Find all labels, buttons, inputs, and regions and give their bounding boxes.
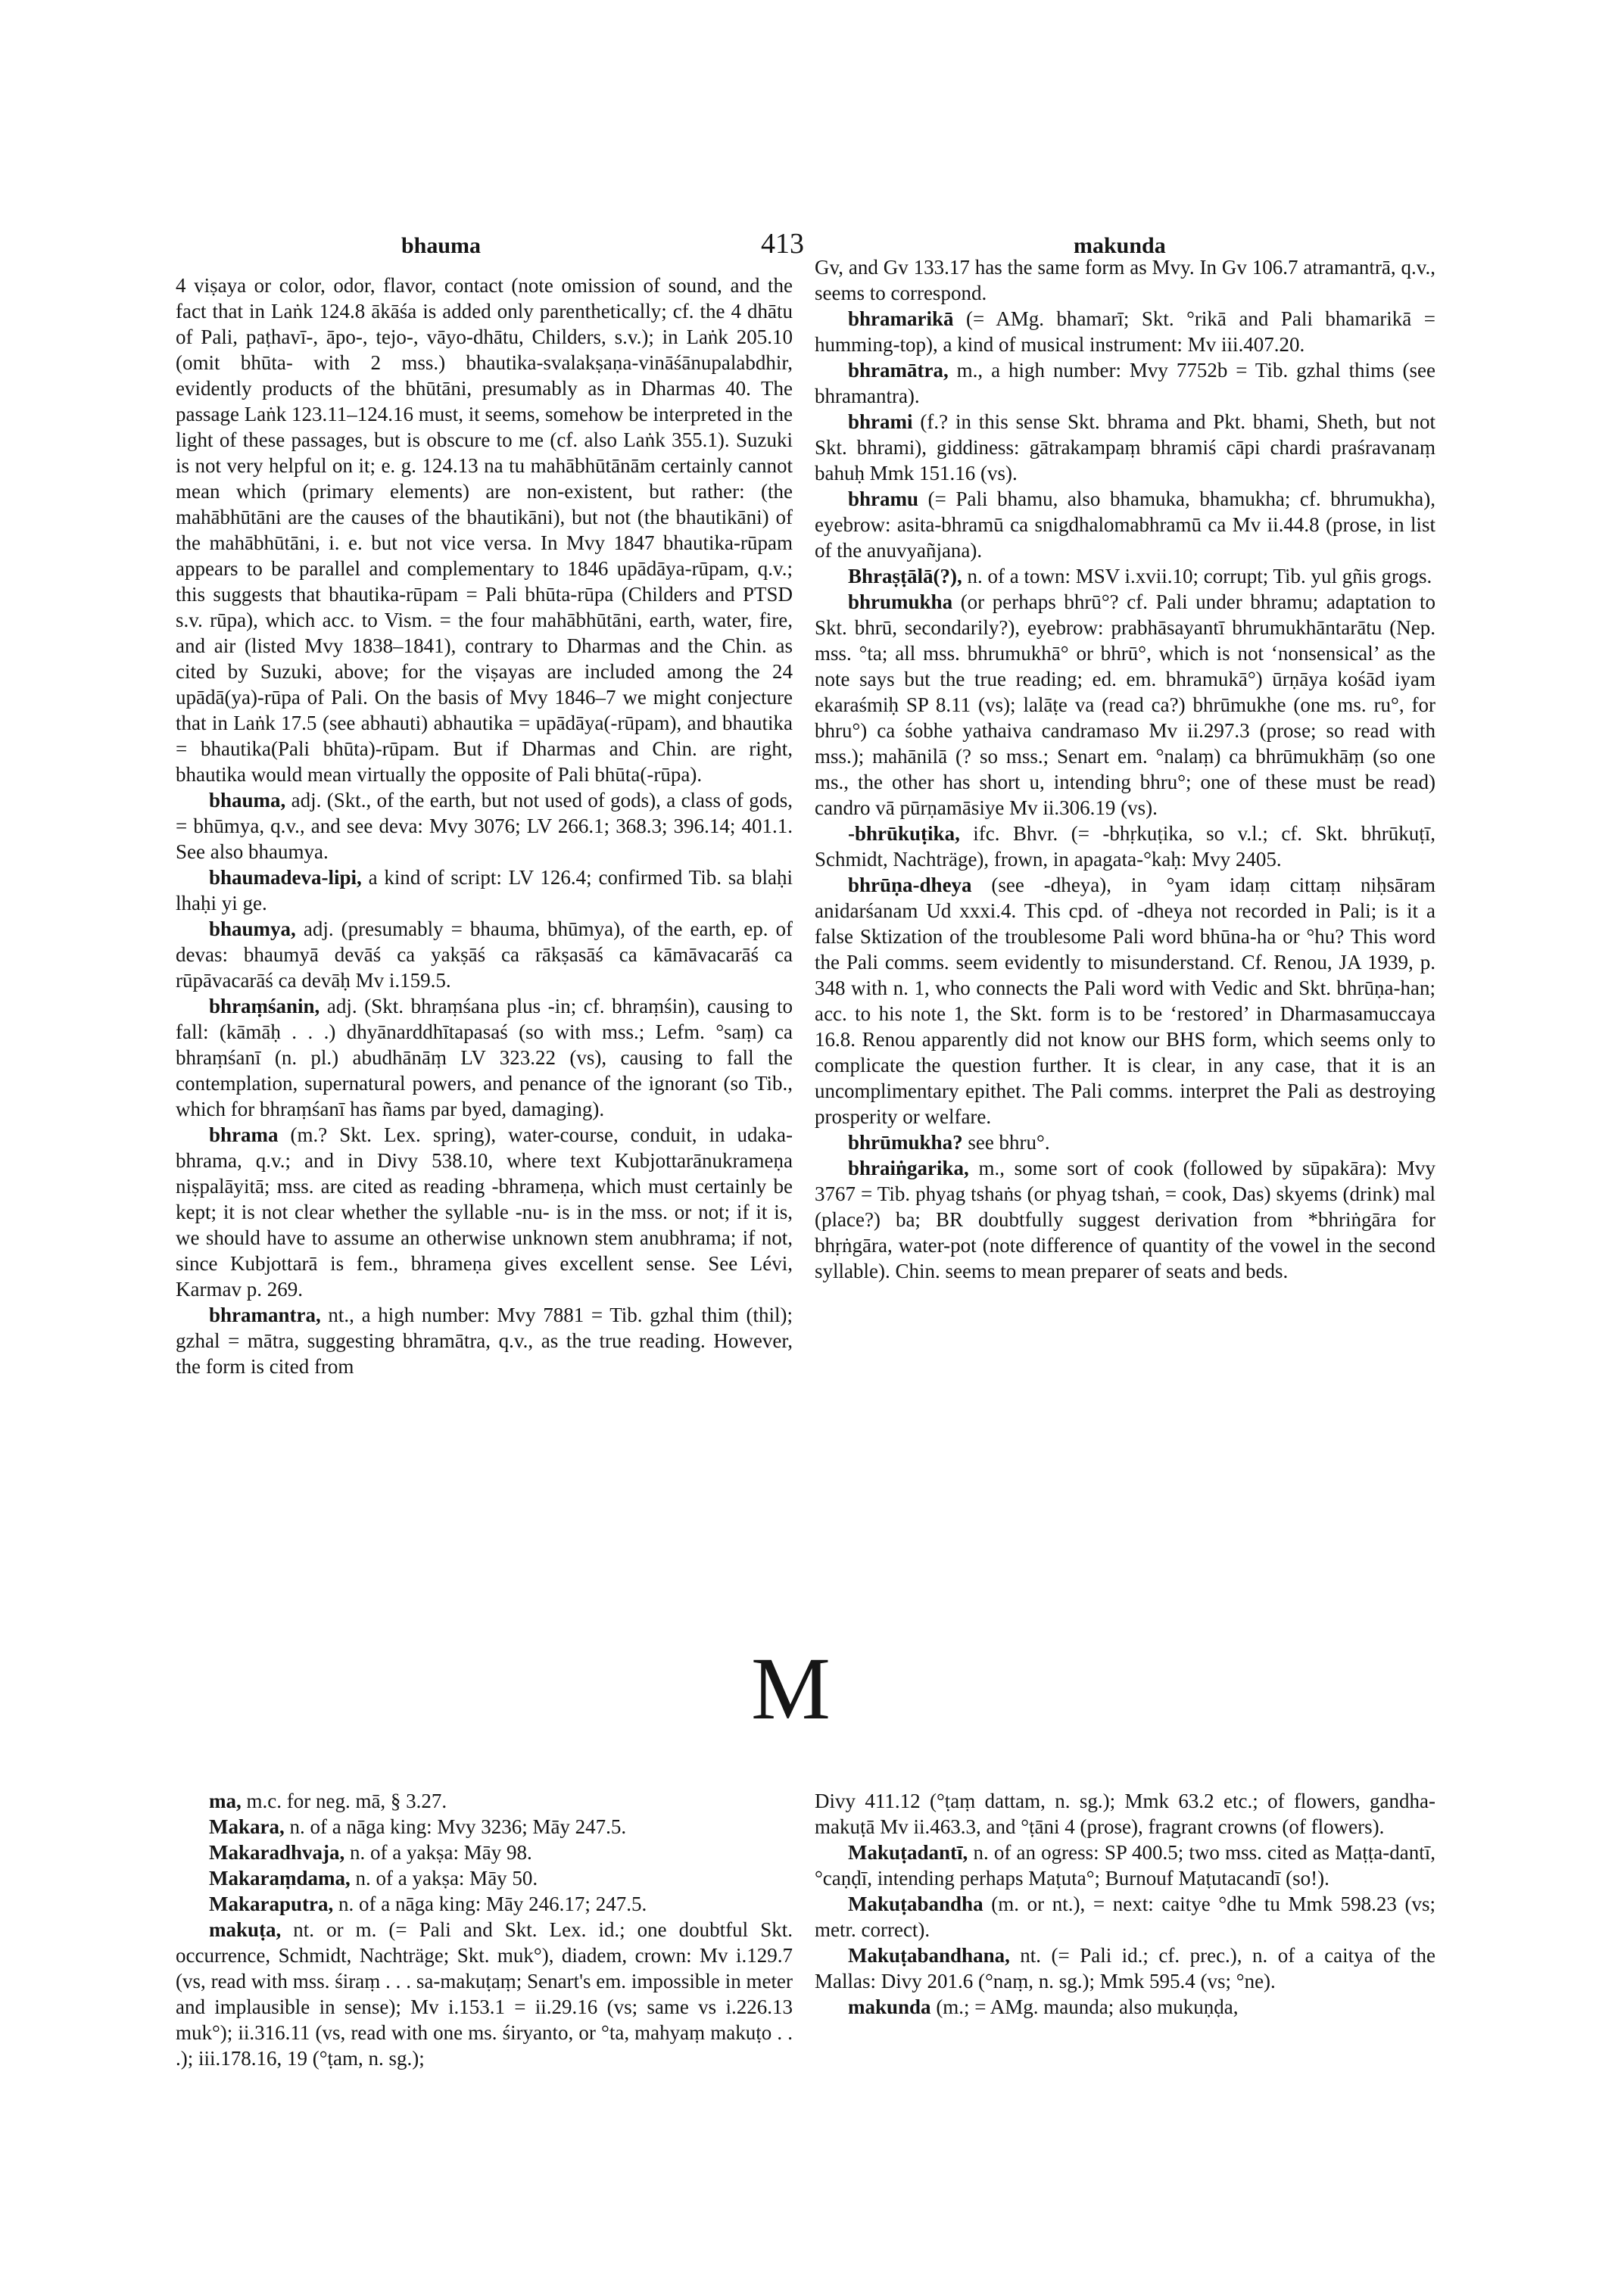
dictionary-entry <box>815 1788 1435 1840</box>
entry-text: m.c. for neg. mā, § 3.27. <box>241 1790 447 1812</box>
entry-text: adj. (Skt., of the earth, but not used of gods), a class of gods, = bhūmya, q.v., and see deva: Mvy 3076; LV 266.1; 368.3; 396.14; 401.1. See also bhaumya. <box>176 789 793 863</box>
entry-headword: Bhraṣṭālā(?), <box>848 565 962 587</box>
entry-text: (see -dheya), in °yam idaṃ cittaṃ niḥsāram anidarśanam Ud xxxi.4. This cpd. of -dheya not recorded in Pali; is it a false Sktization of the troublesome Pali word bhūna-ha or °hu? This word the Pali comms. seem evidently to misunderstand. Cf. Renou, JA 1939, p. 348 with n. 1, who connects the Pali word with Vedic and Skt. bhrūṇa-han; acc. to his note 1, the Skt. form is to be ‘restored’ in Dharmasamuccaya 16.8. Renou apparently did not know our BHS form, which seems only to complicate the question further. It is clear, in any case, that it is an uncomplimentary epithet. The Pali comms. interpret the Pali as destroying prosperity or welfare. <box>815 874 1435 1128</box>
entry-headword: Makuṭabandha <box>848 1893 983 1915</box>
entry-headword: Makara, <box>209 1815 285 1838</box>
entry-headword: bhrami <box>848 410 913 433</box>
entry-text: 4 viṣaya or color, odor, flavor, contact (note omission of sound, and the fact that in Laṅk 124.8 ākāśa is added only parenthetically; cf. the 4 dhātu of Pali, paṭhavī-, āpo-, tejo-, vāyo-dhātu, Childers, s.v.); in Laṅk 205.10 (omit bhūta- with 2 mss.) bhautika-svalakṣaṇa-vināśānupalabdhir, evidently products of the bhūtāni, presumably as in Dharmas 40. The passage Laṅk 123.11–124.16 must, it seems, somehow be interpreted in the light of these passages, but is obscure to me (cf. also Laṅk 355.1). Suzuki is not very helpful on it; e. g. 124.13 na tu mahābhūtānām certainly cannot mean which (primary elements) are non-existent, but rather: (the mahābhūtāni are the causes of the bhautikāni), but not (the bhautikāni) of the mahābhūtāni, i. e. but not vice versa. In Mvy 1847 bhautika-rūpam appears to be parallel and complementary to 1846 upādāya-rūpam, q.v.; this suggests that bhautika-rūpam = Pali bhūta-rūpa (Childers and PTSD s.v. rūpa), which acc. to Vism. = the four mahābhūtāni, earth, water, fire, and air (listed Mvy 1838–1841), contrary to Dharmas and the Chin. as cited by Suzuki, above; for the viṣayas are included among the 24 upādā(ya)-rūpa of Pali. On the basis of Mvy 1846–7 we might conjecture that in Laṅk 17.5 (see abhauti) abhautika = upādāya(-rūpam), and bhautika = bhautika(Pali bhūta)-rūpam. But if Dharmas and Chin. are right, bhautika would mean virtually the opposite of Pali bhūta(-rūpa). <box>176 274 793 786</box>
entry-text: n. of a nāga king: Māy 246.17; 247.5. <box>333 1893 647 1915</box>
entry-text: (f.? in this sense Skt. bhrama and Pkt. bhami, Sheth, but not Skt. bhrami), giddiness: gātrakampaṃ bhramiś cāpi chardi praśravanaṃ bahuḥ Mmk 151.16 (vs). <box>815 410 1435 484</box>
dictionary-entry <box>176 993 793 1122</box>
entry-headword: Makaradhvaja, <box>209 1841 345 1864</box>
entry-headword: Makuṭabandhana, <box>848 1944 1010 1967</box>
dictionary-entry <box>815 1943 1435 1994</box>
dictionary-entry <box>815 872 1435 1129</box>
running-head-left: bhauma <box>401 233 482 258</box>
dictionary-entry <box>815 409 1435 486</box>
dictionary-entry <box>815 254 1435 306</box>
entry-text: n. of a yakṣa: Māy 98. <box>344 1841 532 1864</box>
entry-headword: makunda <box>848 1995 931 2018</box>
left-column-bottom <box>176 1788 793 2071</box>
section-letter: M <box>751 1639 831 1738</box>
entry-text: Divy 411.12 (°ṭaṃ dattam, n. sg.); Mmk 63.2 etc.; of flowers, gandha-makuṭā Mv ii.463.3, and °ṭāni 4 (prose), fragrant crowns (of flowers). <box>815 1790 1435 1838</box>
entry-headword: bhramantra, <box>209 1304 321 1326</box>
entry-headword: bhraṃśanin, <box>209 995 320 1017</box>
page-number: 413 <box>761 228 804 260</box>
entry-headword: bhauma, <box>209 789 286 812</box>
dictionary-entry <box>815 357 1435 409</box>
entry-text: see bhru°. <box>962 1131 1050 1154</box>
dictionary-entry <box>176 865 793 916</box>
entry-text: a kind of script: LV 126.4; confirmed Tib. sa blaḥi lhaḥi yi ge. <box>176 866 793 914</box>
entry-text: (= Pali bhamu, also bhamuka, bhamukha; cf. bhrumukha), eyebrow: asita-bhramū ca snigdhalomabhramū ca Mv ii.44.8 (prose, in list of the anuvyañjana). <box>815 488 1435 562</box>
running-head-right: makunda <box>1074 233 1166 258</box>
entry-headword: ma, <box>209 1790 242 1812</box>
entry-text: ifc. Bhvr. (= -bhṛkuṭika, so v.l.; cf. Skt. bhrūkuṭī, Schmidt, Nachträge), frown, in apagata-°kaḥ: Mvy 2405. <box>815 822 1435 871</box>
dictionary-entry <box>176 1122 793 1302</box>
dictionary-entry <box>176 1814 793 1840</box>
dictionary-entry <box>815 821 1435 872</box>
dictionary-entry <box>176 1302 793 1379</box>
entry-text: m., a high number: Mvy 7752b = Tib. gzhal thims (see bhramantra). <box>815 359 1435 407</box>
entry-headword: bhramātra, <box>848 359 949 382</box>
dictionary-entry <box>176 1788 793 1814</box>
entry-headword: makuṭa, <box>209 1918 282 1941</box>
dictionary-entry <box>815 1994 1435 2020</box>
dictionary-entry <box>176 1865 793 1891</box>
entry-text: adj. (Skt. bhraṃśana plus -in; cf. bhraṃśin), causing to fall: (kāmāḥ . . .) dhyānarddhītapasaś (so with mss.; Lefm. °saṃ) ca bhraṃśanī (n. pl.) abudhānāṃ LV 323.22 (vs), causing to fall the contemplation, supernatural powers, and penance of the ignorant (so Tib., which for bhraṃśanī has ñams par byed, damaging). <box>176 995 793 1120</box>
dictionary-entry <box>815 1129 1435 1155</box>
entry-text: (m.; = AMg. maunda; also mukuṇḍa, <box>930 1995 1239 2018</box>
dictionary-entry <box>176 916 793 993</box>
dictionary-entry <box>176 1917 793 2071</box>
entry-headword: bhaumadeva-lipi, <box>209 866 362 889</box>
entry-headword: -bhrūkuṭika, <box>848 822 960 845</box>
entry-text: adj. (presumably = bhauma, bhūmya), of the earth, ep. of devas: bhaumyā devāś ca yakṣāś ca rākṣasāś ca kāmāvacarāś ca rūpāvacarāś ca devāḥ Mv i.159.5. <box>176 918 793 992</box>
entry-text: (= AMg. bhamarī; Skt. °rikā and Pali bhamarikā = humming-top), a kind of musical instrument: Mv iii.407.20. <box>815 307 1435 356</box>
dictionary-entry <box>815 1155 1435 1284</box>
entry-headword: bhraiṅgarika, <box>848 1157 969 1179</box>
left-column-top <box>176 273 793 1379</box>
dictionary-entry <box>176 1840 793 1865</box>
entry-headword: Makuṭadantī, <box>848 1841 968 1864</box>
dictionary-entry <box>815 1891 1435 1943</box>
entry-headword: bhrūmukha? <box>848 1131 963 1154</box>
dictionary-entry <box>815 306 1435 357</box>
entry-text: m., some sort of cook (followed by sūpakāra): Mvy 3767 = Tib. phyag tshaṅs (or phyag tshaṅ, = cook, Das) skyems (drink) mal (place?) ba; BR doubtfully suggest derivation from *bhriṅgāra for bhṛṅgāra, water-pot (note difference of quantity of the vowel in the second syllable). Chin. seems to mean preparer of seats and beds. <box>815 1157 1435 1282</box>
entry-headword: bhrūṇa-dheya <box>848 874 972 896</box>
entry-text: (or perhaps bhrū°? cf. Pali under bhramu; adaptation to Skt. bhrū, secondarily?), eyebrow: prabhāsayantī bhrumukhāntarātu (Nep. mss. °ta; all mss. bhrumukhā° or bhrū°, which is not ‘nonsensical’ as the note says but the true reading; ed. em. bhramukā°) ūrṇāya kośād iyam ekaraśmiḥ SP 8.11 (vs); lalāṭe va (read ca?) bhrūmukhe (one ms. ru°, for bhru°) ca śobhe yathaiva candramaso Mv ii.297.3 (prose; so read with mss.); mahānilā (? so mss.; Senart em. °nalaṃ) ca bhrūmukhāṃ (so one ms., the other has short u, intending bhru°; one of these must be read) candro vā pūrṇamāsiye Mv ii.306.19 (vs). <box>815 590 1435 819</box>
entry-text: n. of a nāga king: Mvy 3236; Māy 247.5. <box>284 1815 627 1838</box>
dictionary-entry <box>176 1891 793 1917</box>
entry-text: n. of a town: MSV i.xvii.10; corrupt; Tib. yul gñis grogs. <box>962 565 1432 587</box>
dictionary-entry <box>176 787 793 865</box>
right-column-top <box>815 254 1435 1284</box>
entry-text: Gv, and Gv 133.17 has the same form as Mvy. In Gv 106.7 atramantrā, q.v., seems to correspond. <box>815 256 1435 304</box>
entry-text: nt. (= Pali id.; cf. prec.), n. of a caitya of the Mallas: Divy 201.6 (°naṃ, n. sg.); Mmk 595.4 (vs; °ne). <box>815 1944 1435 1992</box>
right-column-bottom <box>815 1788 1435 2020</box>
dictionary-entry <box>176 273 793 787</box>
entry-headword: bhramarikā <box>848 307 954 330</box>
entry-headword: Makaraṃdama, <box>209 1867 351 1890</box>
entry-text: nt., a high number: Mvy 7881 = Tib. gzhal thim (thil); gzhal = mātra, suggesting bhramātra, q.v., as the true reading. However, the form is cited from <box>176 1304 793 1378</box>
entry-text: (m. or nt.), = next: caitye °dhe tu Mmk 598.23 (vs; metr. correct). <box>815 1893 1435 1941</box>
entry-headword: bhaumya, <box>209 918 296 940</box>
entry-text: nt. or m. (= Pali and Skt. Lex. id.; one doubtful Skt. occurrence, Schmidt, Nachträge; Skt. muk°), diadem, crown: Mv i.129.7 (vs, read with mss. śiraṃ . . . sa-makuṭaṃ; Senart's em. impossible in meter and implausible in sense); Mv i.153.1 = ii.29.16 (vs; same vs i.226.13 muk°); ii.316.11 (vs, read with one ms. śiryanto, or °ta, mahyaṃ makuṭo . . .); iii.178.16, 19 (°ṭam, n. sg.); <box>176 1918 793 2070</box>
entry-text: n. of a yakṣa: Māy 50. <box>350 1867 538 1890</box>
dictionary-entry <box>815 563 1435 589</box>
entry-headword: bhrama <box>209 1123 279 1146</box>
dictionary-entry <box>815 1840 1435 1891</box>
dictionary-entry <box>815 486 1435 563</box>
entry-text: (m.? Skt. Lex. spring), water-course, conduit, in udaka-bhrama, q.v.; and in Divy 538.10, where text Kubjottarānukrameṇa niṣpalāyitā; mss. are cited as reading -bhrameṇa, which must certainly be kept; it is not clear whether the syllable -nu- is in the mss. or not; if it is, we should have to assume an otherwise unknown stem anubhrama; if not, since Kubjottarā is fem., bhrameṇa gives excellent sense. See Lévi, Karmav p. 269. <box>176 1123 793 1301</box>
dictionary-entry <box>815 589 1435 821</box>
entry-headword: Makaraputra, <box>209 1893 334 1915</box>
entry-headword: bhrumukha <box>848 590 953 613</box>
entry-text: n. of an ogress: SP 400.5; two mss. cited as Maṭṭa-dantī, °caṇḍī, intending perhaps Maṭuta°; Burnouf Maṭutacandī (so!). <box>815 1841 1435 1890</box>
entry-headword: bhramu <box>848 488 919 510</box>
